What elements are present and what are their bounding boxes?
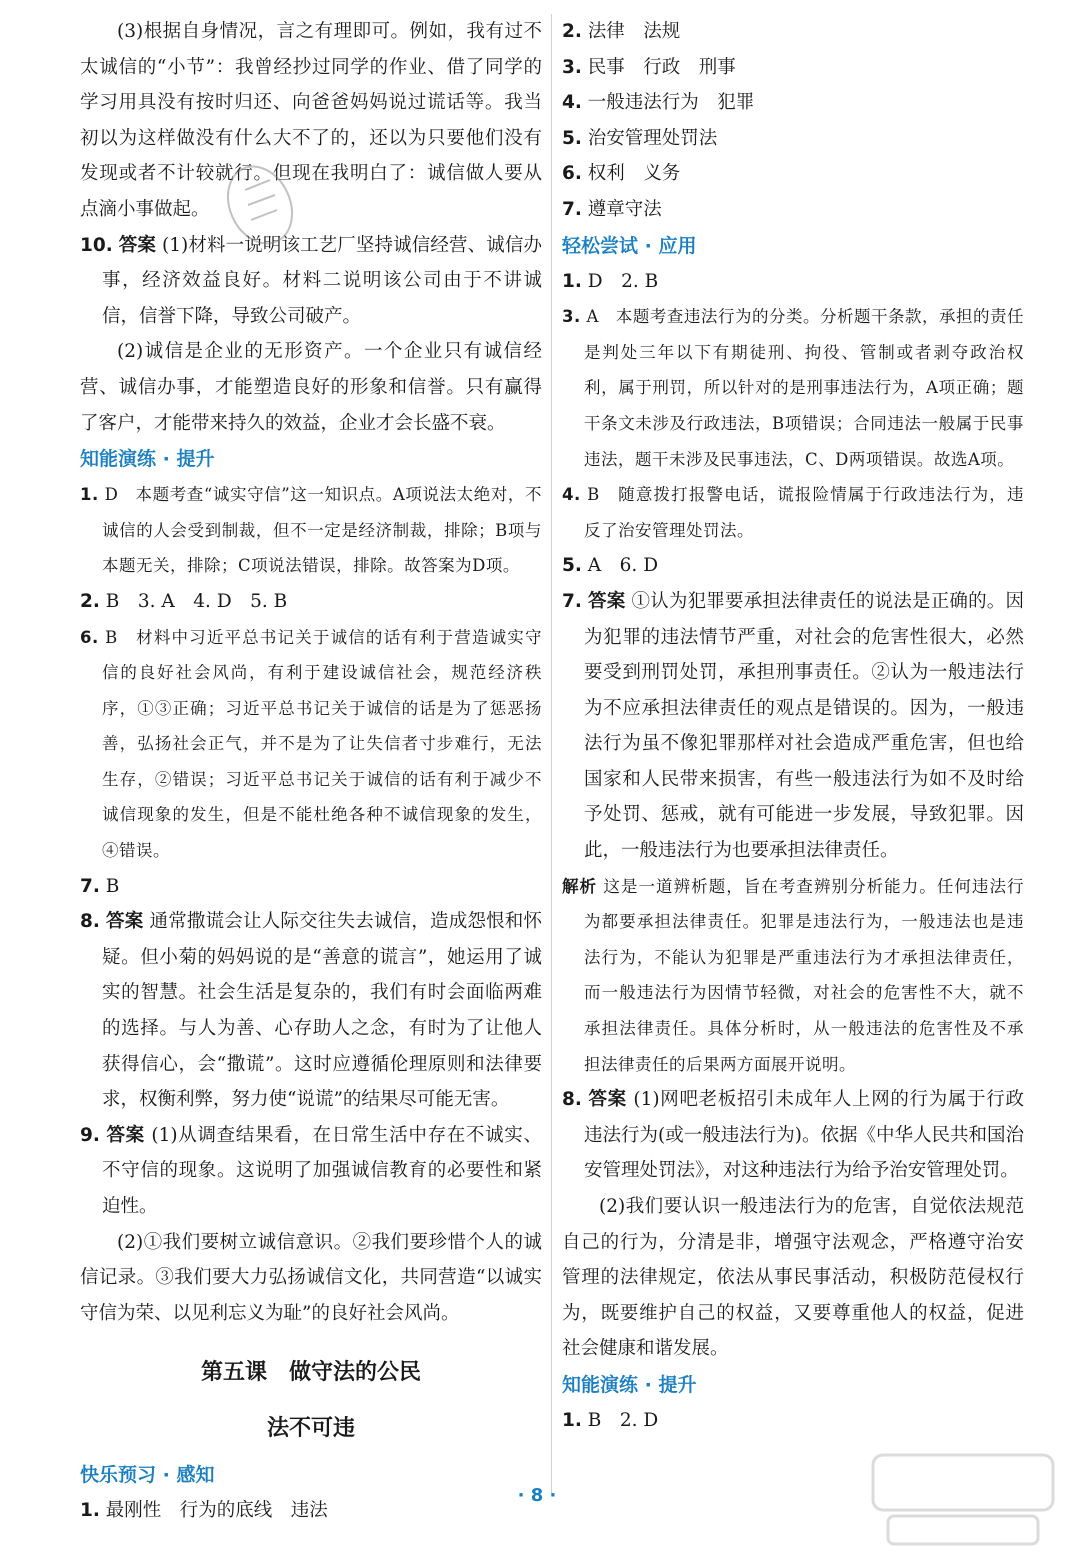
page-number: · 8 · (517, 1485, 557, 1506)
answer-tag: 答案 (118, 234, 157, 256)
lesson-subtitle: 法不可违 (266, 1416, 355, 1442)
question-6-answer: 6. B 材料中习近平总书记关于诚信的话有利于营造诚实守信的良好社会风尚，有利于建设诚信社会，规范经济秩序，①③正确；习近平总书记关于诚信的话是为了惩恶扬善，弘扬社会正气，并不是为了让失信者寸步难行，无法生存，②错误；习近平总书记关于诚信的话有利于减少不诚信现象的发生，但是不能杜绝各种不诚信现象的发生，④错误。 (80, 627, 542, 861)
questions-2-5-answers: 2. B 3. A 4. D 5. B (80, 590, 288, 612)
practice-answers-1-2: 1. B 2. D (562, 1409, 659, 1431)
preview-answer-3: 3. 民事 行政 刑事 (562, 56, 736, 78)
answer-tag: 答案 (106, 1124, 145, 1146)
question-9-answer: 9. 答案 (1)从调查结果看，在日常生活中存在不诚实、不守信的现象。这说明了加强诚信教育的必要性和紧迫性。 (80, 1124, 542, 1217)
question-10-answer-part2: (2)诚信是企业的无形资产。一个企业只有诚信经营、诚信办事，才能塑造良好的形象和信誉。只有赢得了客户，才能带来持久的效益，企业才会长盛不衰。 (80, 341, 542, 434)
section-heading-preview: 快乐预习 · 感知 (80, 1464, 215, 1487)
answer-tag: 答案 (588, 590, 626, 612)
right-column (562, 14, 1024, 1439)
left-column (80, 14, 542, 1529)
try-answer-3: 3. A 本题考查违法行为的分类。分析题干条款，承担的责任是判处三年以下有期徒刑、拘役、管制或者剥夺政治权利，属于刑罚，所以针对的是刑事违法行为，A项正确；题干条文未涉及行政违法，B项错误；合同违法一般属于民事违法，题干未涉及民事违法，C、D两项错误。故选A项。 (562, 307, 1024, 469)
analysis-tag: 解析 (562, 876, 598, 896)
stamp-icon (215, 160, 305, 280)
question-1-answer: 1. D 本题考查“诚实守信”这一知识点。A项说法太绝对，不诚信的人会受到制裁，但不一定是经济制裁，排除；B项与本题无关，排除；C项说法错误，排除。故答案为D项。 (80, 485, 543, 576)
question-number: 10. (80, 234, 113, 256)
preview-answer-6: 6. 权利 义务 (562, 163, 681, 185)
try-answer-7-analysis: 解析 这是一道辨析题，旨在考查辨别分析能力。任何违法行为都要承担法律责任。犯罪是违法行为，一般违法也是违法行为，不能认为犯罪是严重违法行为才承担法律责任，而一般违法行为因情节轻微，对社会的危害性不大，就不承担法律责任。具体分析时，从一般违法的危害性及不承担法律责任的后果两方面展开说明。 (562, 876, 1025, 1074)
question-7-answer: 7. B (80, 875, 120, 897)
question-10-answer: 10. 答案 (1)材料一说明该工艺厂坚持诚信经营、诚信办事，经济效益良好。材料二说明该公司由于不讲诚信，信誉下降，导致公司破产。 (80, 234, 542, 327)
answer-9-3-paragraph: (3)根据自身情况，言之有理即可。例如，我有过不太诚信的“小节”：我曾经抄过同学的作业、借了同学的学习用具没有按时归还、向爸爸妈妈说过谎话等。我当初以为这样做没有什么大不了的，还以为只要他们没有发现或者不计较就行。但现在我明白了：诚信做人要从点滴小事做起。 (80, 21, 542, 220)
try-answers-1-2: 1. D 2. B (562, 270, 659, 292)
answer-tag: 答案 (106, 911, 144, 933)
answer-tag: 答案 (588, 1089, 627, 1111)
try-answer-8-part2: (2)我们要认识一般违法行为的危害，自觉依法规范自己的行为，分清是非，增强守法观念，严格遵守治安管理的法律规定，依法从事民事活动，积极防范侵权行为，既要维护自己的权益，又要尊重他人的权益，促进社会健康和谐发展。 (562, 1196, 1024, 1360)
question-8-answer: 8. 答案 通常撒谎会让人际交往失去诚信，造成怨恨和怀疑。但小菊的妈妈说的是“善意的谎言”，她运用了诚实的智慧。社会生活是复杂的，我们有时会面临两难的选择。与人为善、心存助人之念，有时为了让他人获得信心，会“撒谎”。这时应遵循伦理原则和法律要求，权衡利弊，努力使“说谎”的结果尽可能无害。 (80, 911, 542, 1111)
lesson-title: 第五课 做守法的公民 (200, 1360, 421, 1386)
try-answer-7: 7. 答案 ①认为犯罪要承担法律责任的说法是正确的。因为犯罪的违法情节严重，对社会的危害性很大，必然要受到刑罚处罚，承担刑事责任。②认为一般违法行为不应承担法律责任的观点是错误的。因为，一般违法行为虽不像犯罪那样对社会造成严重危害，但也给国家和人民带来损害，有些一般违法行为如不及时给予处罚、惩戒，就有可能进一步发展，导致犯罪。因此，一般违法行为也要承担法律责任。 (562, 590, 1024, 862)
question-9-answer-part2: (2)①我们要树立诚信意识。②我们要珍惜个人的诚信记录。③我们要大力弘扬诚信文化，共同营造“以诚实守信为荣、以见利忘义为耻”的良好社会风尚。 (80, 1231, 542, 1324)
preview-answer-4: 4. 一般违法行为 犯罪 (562, 92, 755, 114)
section-heading-practice: 知能演练 · 提升 (80, 448, 215, 471)
column-divider (551, 14, 552, 1494)
preview-answer-1: 1. 最刚性 行为的底线 违法 (80, 1500, 328, 1522)
preview-answer-5: 5. 治安管理处罚法 (562, 127, 718, 149)
preview-answer-2: 2. 法律 法规 (562, 21, 681, 42)
section-heading-practice-2: 知能演练 · 提升 (562, 1373, 697, 1396)
try-answer-4: 4. B 随意拨打报警电话，谎报险情属于行政违法行为，违反了治安管理处罚法。 (562, 485, 1024, 540)
try-answer-8: 8. 答案 (1)网吧老板招引未成年人上网的行为属于行政违法行为(或一般违法行为)。依据《中华人民共和国治安管理处罚法》，对这种违法行为给予治安管理处罚。 (562, 1089, 1024, 1182)
try-answers-5-6: 5. A 6. D (562, 555, 659, 577)
section-heading-try: 轻松尝试 · 应用 (562, 234, 697, 257)
preview-answer-7: 7. 遵章守法 (562, 198, 662, 220)
